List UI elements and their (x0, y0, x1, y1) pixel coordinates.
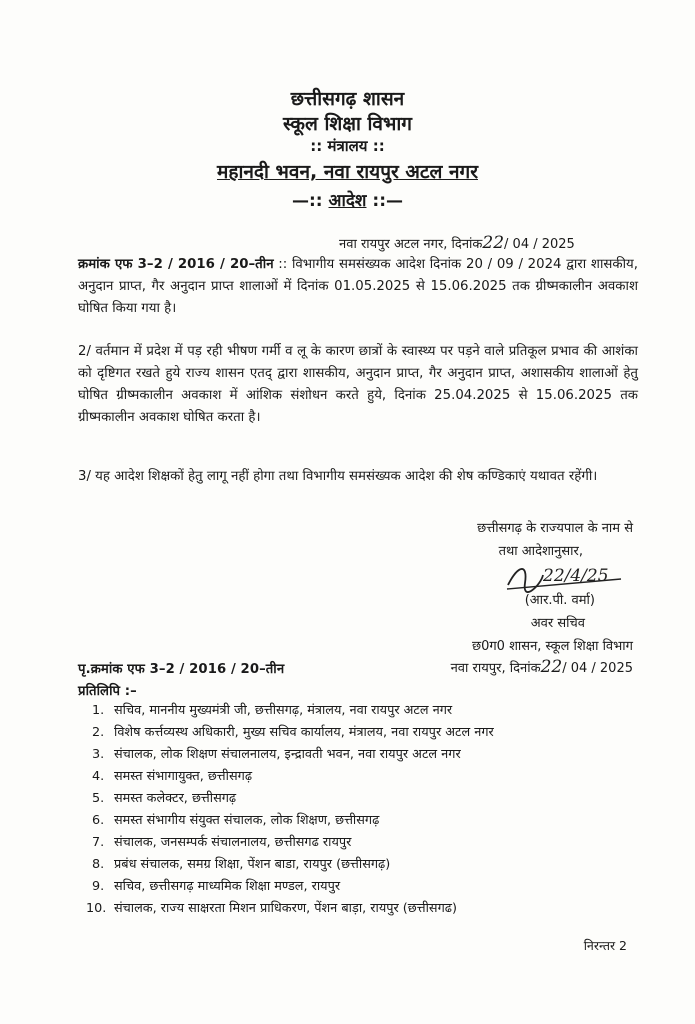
signature-by-order: तथा आदेशानुसार, (498, 544, 583, 559)
svg-text:22/4/25: 22/4/25 (543, 566, 609, 586)
paragraph-1: क्रमांक एफ 3–2 / 2016 / 20–तीन :: विभागीय समसंख्यक आदेश दिनांक 20 / 09 / 2024 द्वारा शासकीय, अनुदान प्राप्त, गैर अनुदान प्राप्त शालाओं में दिनांक 01.05.2025 से 15.06.2025 तक ग्रीष्मकालीन अवकाश घोषित किया गया है। (78, 257, 638, 316)
list-item: 9. सचिव, छत्तीसगढ़ माध्यमिक शिक्षा मण्डल, रायपुर (92, 879, 341, 894)
paragraph-3: 3/ यह आदेश शिक्षकों हेतु लागू नहीं होगा तथा विभागीय समसंख्यक आदेश की शेष कण्डिकाएं यथावत रहेंगी। (78, 469, 598, 484)
endorsement-date: नवा रायपुर, दिनांक22/ 04 / 2025 (450, 657, 633, 677)
signatory-designation: अवर सचिव (530, 616, 585, 631)
signature-authority: छत्तीसगढ़ के राज्यपाल के नाम से (477, 521, 633, 536)
endorsement-department: छ0ग0 शासन, स्कूल शिक्षा विभाग (471, 639, 633, 654)
list-item: 10. संचालक, राज्य साक्षरता मिशन प्राधिकरण, पेंशन बाड़ा, रायपुर (छत्तीसगढ) (86, 901, 457, 916)
list-item: 7. संचालक, जनसम्पर्क संचालनालय, छत्तीसगढ रायपुर (92, 835, 352, 850)
handwritten-day: 22 (482, 233, 505, 253)
signatory-name: (आर.पी. वर्मा) (524, 593, 595, 608)
order-reference: क्रमांक एफ 3–2 / 2016 / 20–तीन (78, 257, 274, 272)
list-item: 8. प्रबंध संचालक, समग्र शिक्षा, पेंशन बाडा, रायपुर (छत्तीसगढ़) (92, 857, 391, 872)
list-item: 2. विशेष कर्त्तव्यस्थ अधिकारी, मुख्य सचिव कार्यालय, मंत्रालय, नवा रायपुर अटल नगर (92, 725, 494, 740)
continued-note: निरन्तर 2 (583, 938, 627, 953)
address-title: महानदी भवन, नवा रायपुर अटल नगर (217, 161, 478, 183)
paragraph-2: 2/ वर्तमान में प्रदेश में पड़ रही भीषण गर्मी व लू के कारण छात्रों के स्वास्थ्य पर पड़ने वाले प्रतिकूल प्रभाव की आशंका को दृष्टिगत रखते हुये राज्य शासन एतद् द्वारा शासकीय, अनुदान प्राप्त, गैर अनुदान प्राप्त, अशासकीय शालाओं हेतु घोषित ग्रीष्मकालीन अवकाश में आंशिक संशोधन करते हुये, दिनांक 25.04.2025 से 15.06.2025 तक ग्रीष्मकालीन अवकाश घोषित करता है। (78, 344, 638, 425)
list-item: 1. सचिव, माननीय मुख्यमंत्री जी, छत्तीसगढ़, मंत्रालय, नवा रायपुर अटल नगर (92, 703, 453, 718)
handwritten-day: 22 (540, 657, 563, 677)
list-item: 6. समस्त संभागीय संयुक्त संचालक, लोक शिक्षण, छत्तीसगढ़ (92, 813, 380, 828)
department-title: स्कूल शिक्षा विभाग (283, 113, 412, 135)
list-item: 5. समस्त कलेक्टर, छत्तीसगढ़ (92, 791, 237, 806)
copy-list (86, 700, 494, 920)
govt-title: छत्तीसगढ़ शासन (290, 88, 405, 110)
copy-label: प्रतिलिपि :– (78, 684, 137, 699)
list-item: 4. समस्त संभागायुक्त, छत्तीसगढ़ (92, 769, 253, 784)
order-word: आदेश (328, 191, 367, 211)
list-item: 3. संचालक, लोक शिक्षण संचालनालय, इन्द्रावती भवन, नवा रायपुर अटल नगर (92, 747, 461, 762)
endorsement-reference: पृ.क्रमांक एफ 3–2 / 2016 / 20–तीन (78, 662, 285, 677)
ministry-title: :: मंत्रालय :: (310, 137, 385, 155)
order-title: —:: आदेश ::— (291, 191, 404, 211)
issue-date: नवा रायपुर अटल नगर, दिनांक22/ 04 / 2025 (339, 233, 575, 253)
